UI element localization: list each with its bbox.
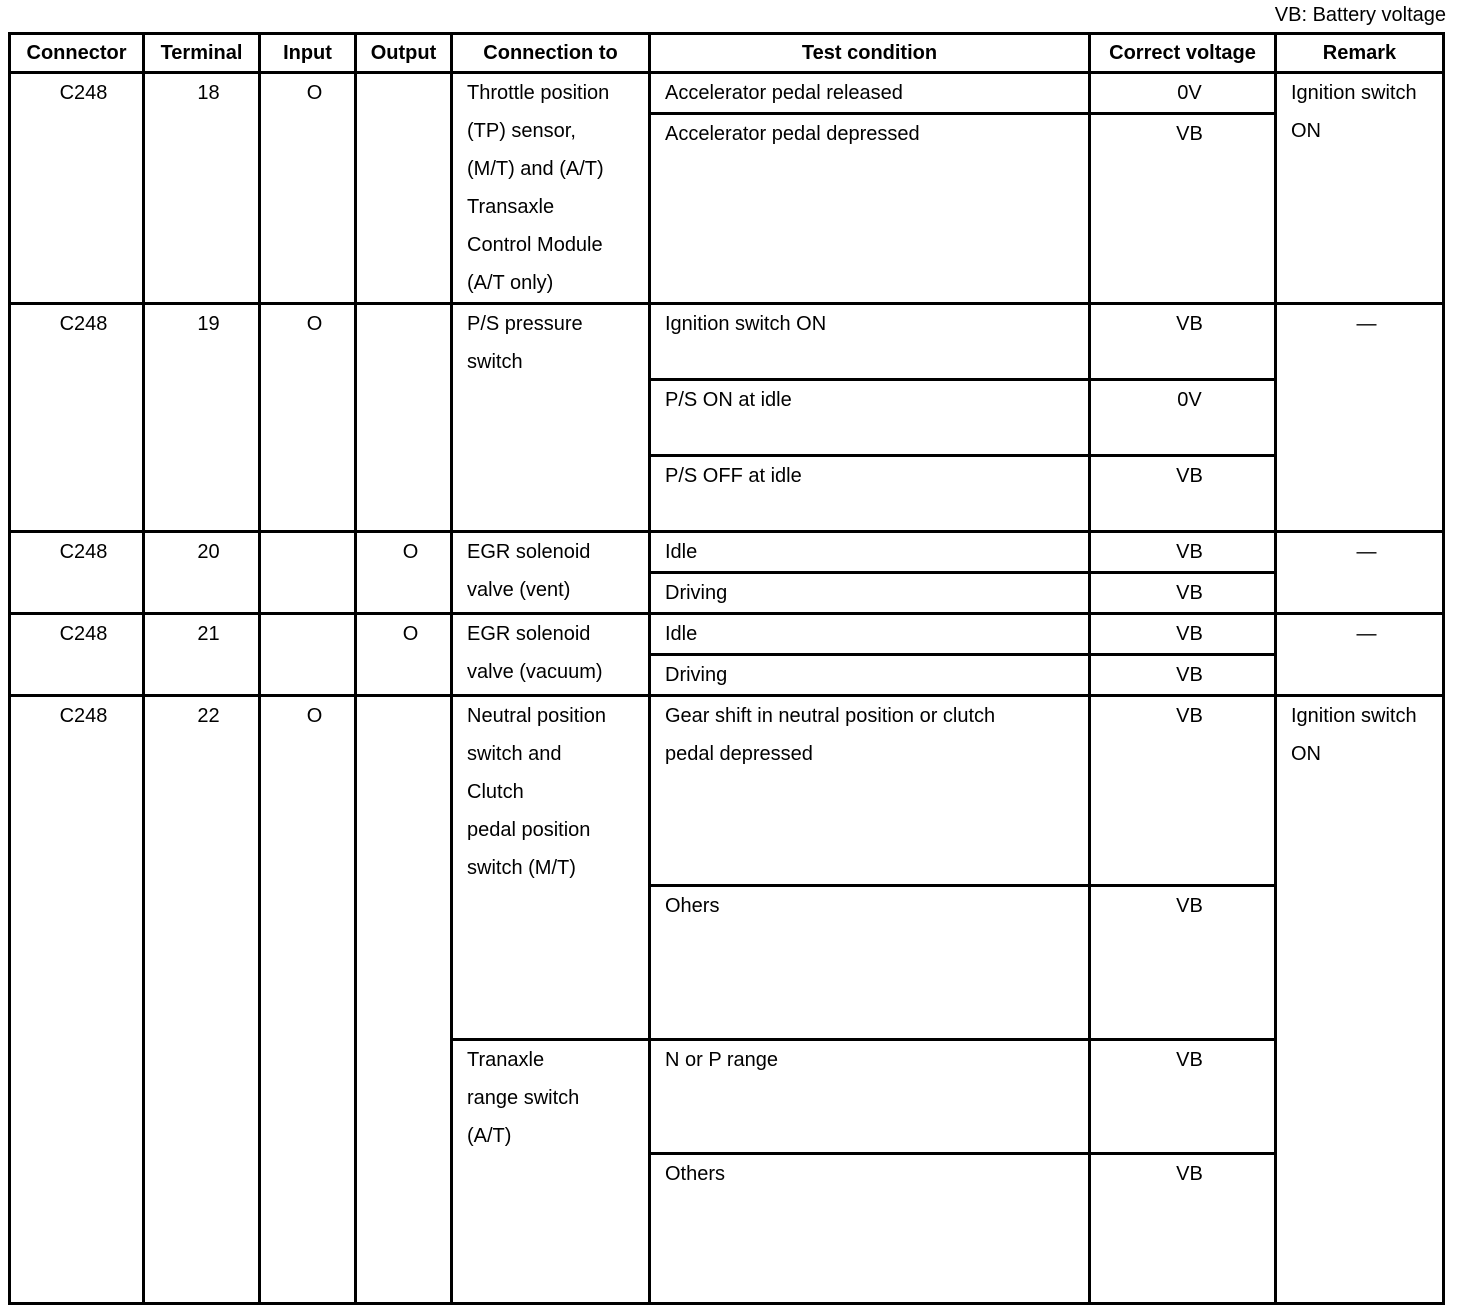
connector-cell: C248 xyxy=(10,614,144,696)
test-condition-cell: P/S OFF at idle xyxy=(650,456,1090,532)
remark-cell: Ignition switch ON xyxy=(1276,73,1444,304)
connector-cell: C248 xyxy=(10,696,144,1304)
header-output: Output xyxy=(356,34,452,73)
remark-cell: — xyxy=(1276,304,1444,532)
voltage-cell: VB xyxy=(1090,456,1276,532)
input-cell: O xyxy=(260,304,356,532)
terminal-voltage-table xyxy=(8,32,1445,1305)
voltage-cell: VB xyxy=(1090,304,1276,380)
voltage-cell: 0V xyxy=(1090,380,1276,456)
connection-cell: Neutral position switch and Clutch pedal position switch (M/T) xyxy=(452,696,650,1040)
terminal-cell: 22 xyxy=(144,696,260,1304)
header-terminal: Terminal xyxy=(144,34,260,73)
voltage-cell: VB xyxy=(1090,114,1276,304)
test-condition-cell: Gear shift in neutral position or clutch pedal depressed xyxy=(650,696,1090,886)
header-input: Input xyxy=(260,34,356,73)
connection-cell: EGR solenoid valve (vacuum) xyxy=(452,614,650,696)
terminal-cell: 20 xyxy=(144,532,260,614)
table-row xyxy=(10,614,1444,655)
output-cell: O xyxy=(356,532,452,614)
connector-cell: C248 xyxy=(10,304,144,532)
connection-cell: P/S pressure switch xyxy=(452,304,650,532)
table-row xyxy=(10,532,1444,573)
test-condition-cell: Idle xyxy=(650,614,1090,655)
input-cell xyxy=(260,614,356,696)
terminal-cell: 21 xyxy=(144,614,260,696)
header-remark: Remark xyxy=(1276,34,1444,73)
connection-cell: Throttle position (TP) sensor, (M/T) and (A/T) Transaxle Control Module (A/T only) xyxy=(452,73,650,304)
voltage-cell: 0V xyxy=(1090,73,1276,114)
test-condition-cell: Driving xyxy=(650,655,1090,696)
voltage-cell: VB xyxy=(1090,886,1276,1040)
voltage-cell: VB xyxy=(1090,696,1276,886)
input-cell: O xyxy=(260,696,356,1304)
test-condition-cell: Others xyxy=(650,1154,1090,1304)
test-condition-cell: P/S ON at idle xyxy=(650,380,1090,456)
test-condition-cell: N or P range xyxy=(650,1040,1090,1154)
battery-voltage-note: VB: Battery voltage xyxy=(1274,4,1446,26)
output-cell xyxy=(356,696,452,1304)
voltage-cell: VB xyxy=(1090,1154,1276,1304)
terminal-cell: 19 xyxy=(144,304,260,532)
input-cell xyxy=(260,532,356,614)
voltage-cell: VB xyxy=(1090,614,1276,655)
output-cell xyxy=(356,304,452,532)
table-row xyxy=(10,696,1444,886)
terminal-cell: 18 xyxy=(144,73,260,304)
connector-cell: C248 xyxy=(10,532,144,614)
connection-cell: EGR solenoid valve (vent) xyxy=(452,532,650,614)
table-row xyxy=(10,73,1444,114)
test-condition-cell: Accelerator pedal depressed xyxy=(650,114,1090,304)
header-connector: Connector xyxy=(10,34,144,73)
voltage-cell: VB xyxy=(1090,532,1276,573)
test-condition-cell: Idle xyxy=(650,532,1090,573)
connection-cell: Tranaxle range switch (A/T) xyxy=(452,1040,650,1304)
header-row xyxy=(10,34,1444,73)
test-condition-cell: Ignition switch ON xyxy=(650,304,1090,380)
remark-cell: Ignition switch ON xyxy=(1276,696,1444,1304)
input-cell: O xyxy=(260,73,356,304)
test-condition-cell: Accelerator pedal released xyxy=(650,73,1090,114)
test-condition-cell: Ohers xyxy=(650,886,1090,1040)
header-test-condition: Test condition xyxy=(650,34,1090,73)
test-condition-cell: Driving xyxy=(650,573,1090,614)
header-connection-to: Connection to xyxy=(452,34,650,73)
connector-cell: C248 xyxy=(10,73,144,304)
voltage-cell: VB xyxy=(1090,573,1276,614)
voltage-cell: VB xyxy=(1090,1040,1276,1154)
output-cell xyxy=(356,73,452,304)
table-row xyxy=(10,304,1444,380)
remark-cell: — xyxy=(1276,614,1444,696)
remark-cell: — xyxy=(1276,532,1444,614)
voltage-cell: VB xyxy=(1090,655,1276,696)
output-cell: O xyxy=(356,614,452,696)
header-correct-voltage: Correct voltage xyxy=(1090,34,1276,73)
